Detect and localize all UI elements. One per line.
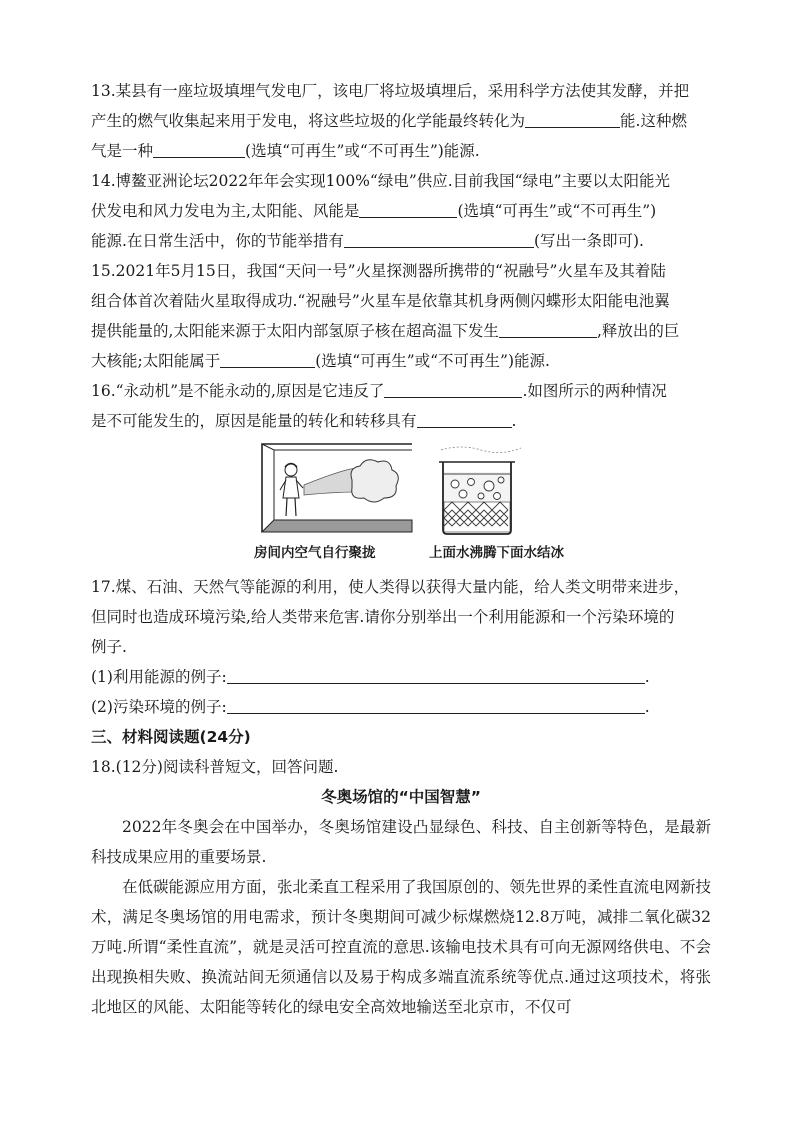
question-16: [91, 376, 711, 568]
q16-line-1-text: 16.“永动机”是不能永动的,原因是它违反了: [91, 382, 385, 400]
q13-line-3: [91, 136, 711, 166]
question-13: [91, 76, 711, 166]
q14-line-2-text: 伏发电和风力发电为主,太阳能、风能是: [91, 202, 360, 220]
q15-line-4-text: 大核能;太阳能属于: [91, 352, 221, 370]
answer-blank[interactable]: [344, 229, 534, 248]
q15-line-3: [91, 316, 711, 346]
q14-line-3-tail: (写出一条即可).: [533, 232, 644, 250]
q17-sub-1-label: (1)利用能源的例子:: [91, 668, 227, 686]
article-paragraph-2: 在低碳能源应用方面，张北柔直工程采用了我国原创的、领先世界的柔性直流电网新技术，满足冬奥场馆的用电需求，预计冬奥期间可减少标煤燃烧12.8万吨，减排二氧化碳32万吨.所谓“柔性直流”，就是灵活可控直流的意思.该输电技术具有可向无源网络供电、不会出现换相失败、换流站间无须通信以及易于构成多端直流系统等优点.通过这项技术，将张北地区的风能、太阳能等转化的绿电安全高效地输送至北京市，不仅可: [91, 878, 712, 1016]
q17-line-3: 例子.: [91, 638, 127, 656]
article-title: 冬奥场馆的“中国智慧”: [321, 788, 481, 806]
question-15: [91, 256, 711, 376]
caption-beaker: 上面水沸腾下面水结冰: [429, 545, 564, 561]
question-17: [91, 572, 711, 722]
beaker-illustration: [431, 440, 531, 535]
q17-line-1: 17.煤、石油、天然气等能源的利用，使人类得以获得大量内能，给人类文明带来进步，: [91, 578, 690, 596]
q16-line-2-tail: .: [511, 412, 517, 430]
q15-line-2: 组合体首次着陆火星取得成功.“祝融号”火星车是依靠其机身两侧闪蝶形太阳能电池翼: [91, 292, 670, 310]
q14-line-3-text: 能源.在日常生活中，你的节能举措有: [91, 232, 344, 250]
answer-blank[interactable]: [359, 199, 457, 218]
q13-line-1: 13.某县有一座垃圾填埋气发电厂，该电厂将垃圾填埋后，采用科学方法使其发酵，并把: [91, 82, 690, 100]
answer-blank[interactable]: [417, 409, 512, 428]
q15-line-4: [91, 346, 711, 376]
q16-line-1: [91, 376, 711, 406]
q17-sub-2: [91, 692, 711, 722]
q13-line-3-tail: (选填“可再生”或“不可再生”)能源.: [245, 142, 480, 160]
q16-line-2-text: 是不可能发生的，原因是能量的转化和转移具有: [91, 412, 417, 430]
answer-blank[interactable]: [227, 695, 645, 714]
question-18: [91, 752, 711, 1022]
q13-line-2: [91, 106, 711, 136]
q14-line-1: 14.博鳌亚洲论坛2022年年会实现100%“绿电”供应.目前我国“绿电”主要以太阳能光: [91, 172, 671, 190]
answer-blank[interactable]: [227, 665, 645, 684]
beaker-figure: [431, 440, 531, 535]
worksheet-page: [91, 76, 711, 1022]
q16-line-1-tail: .如图所示的两种情况: [522, 382, 667, 400]
answer-blank[interactable]: [384, 379, 522, 398]
answer-blank[interactable]: [525, 109, 620, 128]
q16-figure: [91, 440, 711, 568]
q14-line-3: [91, 226, 711, 256]
q18-intro: 18.(12分)阅读科普短文，回答问题.: [91, 758, 339, 776]
answer-blank[interactable]: [220, 349, 315, 368]
q17-line-2: 但同时也造成环境污染,给人类带来危害.请你分别举出一个利用能源和一个污染环境的: [91, 608, 675, 626]
q17-sub-2-label: (2)污染环境的例子:: [91, 698, 227, 716]
q13-line-2-text: 产生的燃气收集起来用于发电，将这些垃圾的化学能最终转化为: [91, 112, 526, 130]
caption-room-air: 房间内空气自行聚拢: [254, 545, 376, 561]
q17-sub-2-end: .: [644, 698, 650, 716]
q13-line-2-tail: 能.这种燃: [620, 112, 687, 130]
answer-blank[interactable]: [153, 139, 245, 158]
q14-line-2-tail: (选填“可再生”或“不可再生”): [457, 202, 657, 220]
q13-line-3-text: 气是一种: [91, 142, 154, 160]
q15-line-3-tail: ,释放出的巨: [596, 322, 680, 340]
q16-line-2: [91, 406, 711, 436]
q15-line-1: 15.2021年5月15日，我国“天问一号”火星探测器所携带的“祝融号”火星车及其着陆: [91, 262, 666, 280]
q17-sub-1-end: .: [644, 668, 650, 686]
q15-line-3-text: 提供能量的,太阳能来源于太阳内部氢原子核在超高温下发生: [91, 322, 499, 340]
room-air-figure: [256, 440, 416, 535]
section-3-title: 三、材料阅读题(24分): [91, 728, 251, 746]
room-air-illustration: [256, 440, 416, 535]
question-14: [91, 166, 711, 256]
q17-sub-1: [91, 662, 711, 692]
q15-line-4-tail: (选填“可再生”或“不可再生”)能源.: [315, 352, 550, 370]
answer-blank[interactable]: [499, 319, 597, 338]
article-paragraph-1: 2022年冬奥会在中国举办，冬奥场馆建设凸显绿色、科技、自主创新等特色，是最新科技成果应用的重要场景.: [91, 818, 711, 866]
q14-line-2: [91, 196, 711, 226]
